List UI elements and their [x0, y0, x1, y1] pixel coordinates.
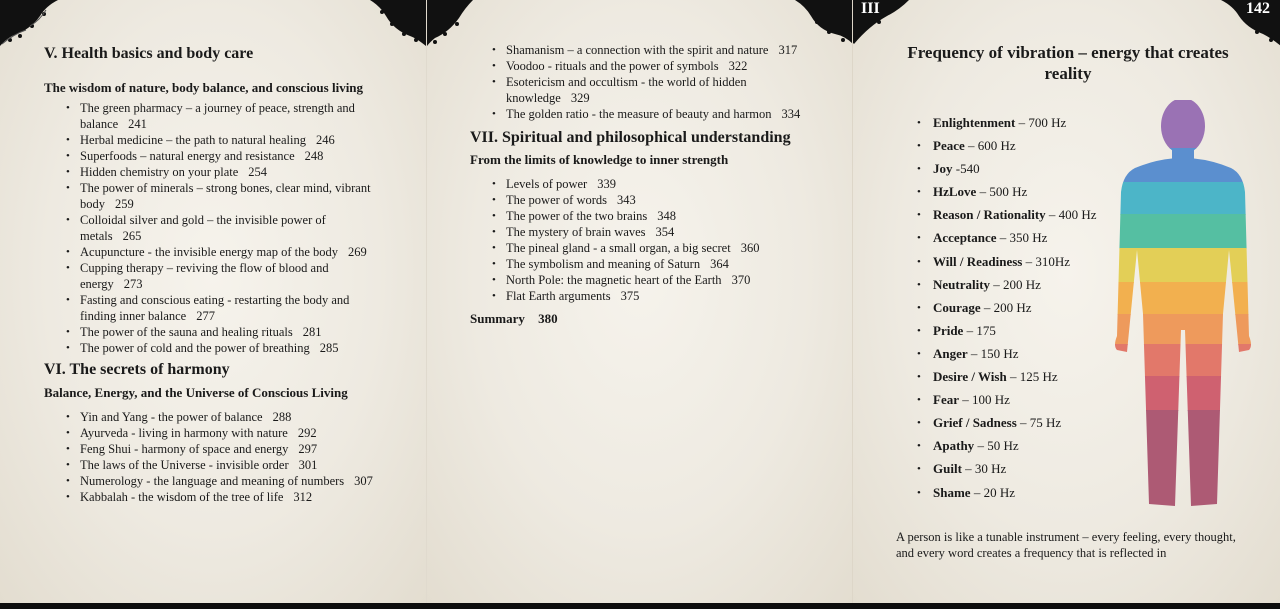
- continued-list: [470, 42, 810, 122]
- toc-item-title: The power of cold and the power of breathing: [80, 341, 310, 355]
- corner-ornament-icon: [427, 0, 475, 48]
- toc-item-page: 248: [304, 149, 324, 163]
- toc-item-page: 334: [781, 107, 801, 121]
- toc-item-page: 301: [298, 458, 318, 472]
- summary-label: Summary: [470, 311, 525, 326]
- frequency-value: – 150 Hz: [967, 345, 1019, 361]
- frequency-value: – 700 Hz: [1015, 115, 1067, 130]
- frequency-value: – 100 Hz: [958, 392, 1010, 408]
- toc-item-title: Shamanism – a connection with the spirit and nature: [506, 43, 769, 57]
- toc-item-page: 339: [597, 177, 616, 191]
- body-color-band: [1111, 282, 1255, 315]
- toc-item-title: Superfoods – natural energy and resistance: [80, 149, 295, 163]
- toc-item: [44, 340, 384, 356]
- toc-item-title: The symbolism and meaning of Saturn: [506, 257, 701, 271]
- corner-ornament-icon: [795, 0, 853, 48]
- toc-item: [470, 58, 810, 74]
- body-color-band: [1111, 410, 1255, 512]
- toc-item-title: The power of words: [506, 193, 608, 207]
- corner-ornament-icon: [0, 0, 60, 48]
- toc-item: [470, 240, 810, 256]
- toc-item: [470, 192, 810, 208]
- toc-item-title: The power of minerals – strong bones, clear mind, vibrant body: [80, 181, 371, 211]
- toc-item-page: 354: [655, 225, 675, 239]
- left-page: [0, 0, 426, 603]
- frequency-name: Courage: [933, 299, 981, 315]
- toc-item-title: Flat Earth arguments: [506, 289, 611, 303]
- frequency-name: Peace: [933, 138, 965, 154]
- frequency-name: Will / Readiness: [933, 253, 1023, 269]
- toc-item-page: 241: [128, 117, 147, 131]
- toc-item-page: 307: [354, 474, 373, 488]
- frequency-name: Acceptance: [933, 230, 997, 246]
- bottom-bar: [0, 603, 1280, 609]
- frequency-value: -540: [952, 161, 980, 177]
- toc-item-page: 254: [248, 165, 268, 179]
- frequency-value: – 30 Hz: [961, 461, 1007, 477]
- toc-item-page: 343: [617, 193, 636, 207]
- frequency-title: Frequency of vibration – energy that creates reality: [907, 43, 1229, 83]
- toc-item: [470, 208, 810, 224]
- toc-item: [44, 212, 384, 244]
- frequency-name: Pride: [933, 322, 964, 338]
- frequency-name: Joy: [933, 161, 953, 177]
- toc-item-title: The laws of the Universe - invisible order: [80, 458, 289, 472]
- toc-item-title: Feng Shui - harmony of space and energy: [80, 442, 289, 456]
- toc-item-title: North Pole: the magnetic heart of the Earth: [506, 273, 722, 287]
- body-color-band: [1111, 100, 1255, 149]
- toc-item-page: 285: [319, 341, 339, 355]
- frequency-value: – 75 Hz: [1016, 415, 1062, 431]
- toc-item-title: The mystery of brain waves: [506, 225, 646, 239]
- body-color-band: [1111, 148, 1255, 183]
- toc-item: [470, 256, 810, 272]
- section-5-list: [44, 100, 384, 356]
- toc-item: [44, 425, 384, 441]
- toc-item-title: Numerology - the language and meaning of numbers: [80, 474, 345, 488]
- frequency-name: Fear: [933, 392, 959, 408]
- human-body-figure: [1111, 100, 1255, 512]
- frequency-footer-text: A person is like a tunable instrument – every feeling, every thought, and every word creates a frequency that is reflected in: [896, 530, 1236, 560]
- toc-item-page: 277: [196, 309, 215, 323]
- frequency-name: Desire / Wish: [933, 369, 1007, 385]
- toc-item-page: 317: [778, 43, 798, 57]
- frequency-value: – 50 Hz: [974, 438, 1019, 454]
- toc-item-page: 297: [298, 442, 318, 456]
- section-6-list: [44, 409, 384, 505]
- toc-item-page: 288: [272, 410, 292, 424]
- section-7-subtitle: From the limits of knowledge to inner strength: [470, 152, 729, 167]
- frequency-value: – 200 Hz: [990, 276, 1041, 292]
- toc-item-title: Herbal medicine – the path to natural healing: [80, 133, 306, 147]
- body-color-band: [1111, 214, 1255, 249]
- toc-item: [470, 288, 810, 304]
- frequency-name: Reason / Rationality: [933, 207, 1046, 223]
- body-color-band: [1111, 248, 1255, 283]
- toc-item-page: 375: [620, 289, 640, 303]
- toc-item: [44, 292, 384, 324]
- toc-item: [44, 100, 384, 132]
- toc-item-title: The pineal gland - a small organ, a big secret: [506, 241, 731, 255]
- frequency-name: HzLove: [933, 184, 977, 200]
- frequency-name: Anger: [933, 345, 968, 361]
- toc-item: [44, 180, 384, 212]
- frequency-name: Enlightenment: [933, 115, 1016, 130]
- frequency-value: – 125 Hz: [1006, 369, 1058, 385]
- toc-item-page: 259: [115, 197, 134, 211]
- toc-item-title: Esotericism and occultism - the world of hidden knowledge: [506, 75, 747, 105]
- body-color-band: [1111, 314, 1255, 345]
- section-7-list: [470, 176, 810, 304]
- toc-item-page: 370: [731, 273, 751, 287]
- toc-item-title: Fasting and conscious eating - restarting the body and finding inner balance: [80, 293, 350, 323]
- frequency-name: Grief / Sadness: [933, 415, 1017, 431]
- toc-item-title: Ayurveda - living in harmony with nature: [80, 426, 288, 440]
- toc-item: [470, 74, 810, 106]
- toc-item-page: 265: [122, 229, 142, 243]
- toc-item: [44, 244, 384, 260]
- toc-item: [470, 272, 810, 288]
- toc-item: [44, 441, 384, 457]
- section-7-title: VII. Spiritual and philosophical understanding: [470, 129, 791, 146]
- frequency-value: – 400 Hz: [1045, 207, 1097, 223]
- toc-item: [470, 106, 810, 122]
- toc-item-page: 329: [570, 91, 590, 105]
- summary-entry: [470, 311, 810, 327]
- toc-item-page: 322: [728, 59, 748, 73]
- toc-item-title: Yin and Yang - the power of balance: [80, 410, 263, 424]
- toc-item-title: Cupping therapy – reviving the flow of blood and energy: [80, 261, 329, 291]
- toc-item: [44, 164, 384, 180]
- frequency-value: – 350 Hz: [996, 230, 1048, 246]
- frequency-value: – 310Hz: [1022, 253, 1071, 269]
- frequency-name: Neutrality: [933, 276, 991, 292]
- toc-item-page: 360: [740, 241, 760, 255]
- toc-item-title: The power of the two brains: [506, 209, 648, 223]
- toc-item: [44, 324, 384, 340]
- toc-item: [470, 42, 810, 58]
- frequency-value: – 175: [963, 322, 996, 338]
- toc-item: [44, 132, 384, 148]
- toc-item: [470, 176, 810, 192]
- corner-ornament-icon: [370, 0, 426, 48]
- frequency-name: Shame: [933, 484, 971, 500]
- page-marker-middle: III: [861, 0, 880, 17]
- toc-item: [44, 148, 384, 164]
- frequency-value: – 20 Hz: [970, 484, 1015, 500]
- toc-item-title: Kabbalah - the wisdom of the tree of life: [80, 490, 284, 504]
- middle-page: [426, 0, 853, 603]
- toc-item-title: Levels of power: [506, 177, 588, 191]
- body-color-band: [1111, 344, 1255, 377]
- toc-item-page: 292: [297, 426, 317, 440]
- frequency-value: – 200 Hz: [980, 299, 1032, 315]
- toc-item: [44, 409, 384, 425]
- toc-item-title: Voodoo - rituals and the power of symbols: [506, 59, 719, 73]
- frequency-name: Apathy: [933, 438, 975, 454]
- body-color-band: [1111, 182, 1255, 215]
- section-5-subtitle: The wisdom of nature, body balance, and conscious living: [44, 80, 364, 95]
- toc-item-title: Colloidal silver and gold – the invisible power of metals: [80, 213, 326, 243]
- toc-item-page: 312: [293, 490, 313, 504]
- section-6-subtitle: Balance, Energy, and the Universe of Conscious Living: [44, 385, 348, 400]
- toc-item: [470, 224, 810, 240]
- section-6-title: VI. The secrets of harmony: [44, 361, 230, 378]
- summary-page: 380: [538, 311, 558, 326]
- toc-item-page: 246: [315, 133, 335, 147]
- toc-item-page: 348: [657, 209, 677, 223]
- toc-item-title: Hidden chemistry on your plate: [80, 165, 239, 179]
- toc-item-page: 281: [302, 325, 322, 339]
- body-color-band: [1111, 376, 1255, 411]
- toc-item: [44, 260, 384, 292]
- frequency-value: – 600 Hz: [964, 138, 1016, 154]
- toc-item-title: The green pharmacy – a journey of peace, strength and balance: [80, 101, 355, 131]
- toc-item-title: The golden ratio - the measure of beauty and harmon: [506, 107, 772, 121]
- section-5-title: V. Health basics and body care: [44, 45, 254, 62]
- toc-item: [44, 473, 384, 489]
- toc-item-title: Acupuncture - the invisible energy map of the body: [80, 245, 339, 259]
- toc-item: [44, 457, 384, 473]
- toc-item-page: 364: [710, 257, 729, 271]
- toc-item-page: 273: [123, 277, 143, 291]
- frequency-name: Guilt: [933, 461, 962, 477]
- page-number: 142: [1246, 0, 1270, 17]
- frequency-value: – 500 Hz: [976, 184, 1028, 200]
- toc-item: [44, 489, 384, 505]
- toc-item-page: 269: [348, 245, 367, 259]
- toc-item-title: The power of the sauna and healing rituals: [80, 325, 293, 339]
- right-page: [852, 0, 1280, 603]
